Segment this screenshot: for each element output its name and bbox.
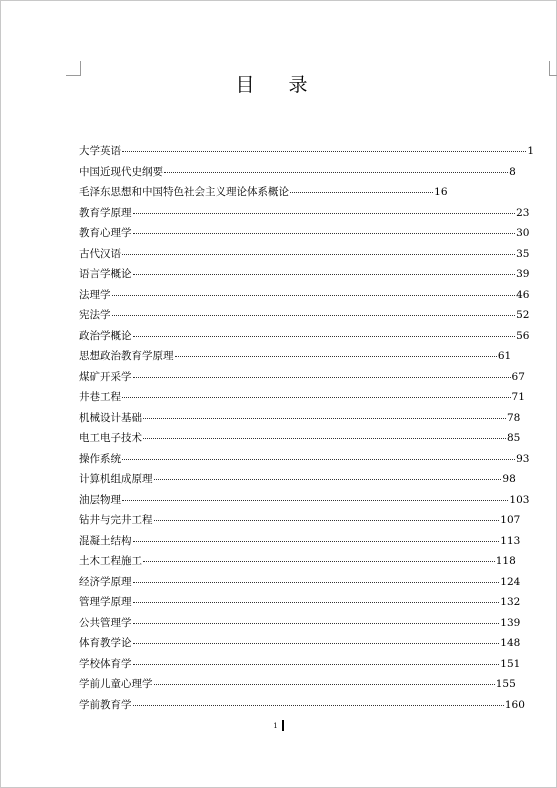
toc-entry-page: 71 [511, 391, 525, 403]
toc-entry-label: 思想政治教育学原理 [79, 350, 174, 362]
toc-entry[interactable] [79, 185, 448, 206]
toc-entry-label: 混凝土结构 [79, 534, 132, 547]
toc-leader-dots [133, 377, 511, 378]
toc-entry[interactable] [79, 575, 520, 596]
toc-leader-dots [112, 295, 516, 296]
toc-entry-page: 30 [516, 227, 530, 239]
toc-entry-label: 教育学原理 [79, 206, 132, 219]
toc-entry-label: 政治学概论 [79, 329, 132, 342]
toc-entry-page: 98 [502, 473, 516, 485]
toc-leader-dots [143, 561, 495, 562]
toc-entry[interactable] [79, 657, 520, 678]
toc-entry-page: 67 [511, 370, 525, 383]
toc-leader-dots [175, 356, 497, 357]
toc-entry-page: 113 [500, 534, 521, 547]
toc-entry-label: 法理学 [79, 288, 111, 301]
toc-entry-label: 煤矿开采学 [79, 370, 132, 383]
toc-entry[interactable] [79, 308, 529, 329]
toc-entry[interactable] [79, 534, 520, 555]
toc-entry[interactable] [79, 677, 516, 698]
toc-entry[interactable] [79, 165, 516, 186]
toc-entry-label: 操作系统 [79, 452, 121, 465]
toc-entry-page: 1 [527, 145, 534, 157]
toc-entry-label: 学校体育学 [79, 657, 132, 670]
toc-entry-label: 计算机组成原理 [79, 473, 153, 485]
toc-entry-page: 139 [500, 616, 521, 629]
toc-leader-dots [133, 541, 500, 542]
toc-entry[interactable] [79, 390, 525, 411]
toc-entry[interactable] [79, 411, 520, 432]
toc-entry-label: 毛泽东思想和中国特色社会主义理论体系概论 [79, 186, 289, 198]
toc-entry-page: 78 [506, 411, 521, 424]
toc-leader-dots [133, 213, 516, 214]
toc-entry-page: 61 [497, 350, 512, 362]
page-footer [0, 720, 557, 731]
toc-leader-dots [133, 274, 516, 275]
toc-entry-page: 52 [516, 309, 530, 321]
toc-leader-dots [133, 336, 516, 337]
table-of-contents [79, 144, 534, 718]
toc-leader-dots [154, 684, 495, 685]
toc-entry-page: 132 [500, 596, 521, 608]
toc-leader-dots [133, 233, 516, 234]
toc-entry-label: 学前教育学 [79, 698, 132, 711]
toc-entry-label: 电工电子技术 [79, 432, 142, 444]
toc-entry-label: 公共管理学 [79, 616, 132, 629]
toc-entry[interactable] [79, 554, 516, 575]
toc-entry[interactable] [79, 452, 529, 473]
toc-entry-label: 机械设计基础 [79, 411, 142, 424]
toc-entry-label: 管理学原理 [79, 596, 132, 608]
toc-entry-label: 钻井与完井工程 [79, 514, 153, 526]
toc-entry-page: 93 [516, 452, 530, 465]
toc-entry[interactable] [79, 636, 520, 657]
toc-entry-page: 39 [516, 268, 530, 280]
toc-entry-label: 井巷工程 [79, 391, 121, 403]
toc-leader-dots [133, 705, 504, 706]
toc-entry[interactable] [79, 267, 529, 288]
toc-entry-label: 语言学概论 [79, 268, 132, 280]
toc-entry-page: 151 [500, 657, 521, 670]
page-title: 目 录 [235, 74, 322, 96]
toc-entry[interactable] [79, 329, 529, 350]
toc-leader-dots [290, 192, 433, 193]
toc-entry-label: 体育教学论 [79, 637, 132, 649]
toc-entry[interactable] [79, 226, 529, 247]
toc-entry-page: 148 [500, 637, 521, 649]
toc-entry-label: 中国近现代史纲要 [79, 165, 163, 178]
toc-entry[interactable] [79, 698, 525, 719]
toc-entry[interactable] [79, 472, 516, 493]
toc-entry[interactable] [79, 349, 511, 370]
toc-leader-dots [122, 500, 508, 501]
toc-entry[interactable] [79, 595, 520, 616]
toc-entry-page: 118 [495, 555, 516, 567]
toc-leader-dots [133, 602, 500, 603]
toc-leader-dots [133, 623, 500, 624]
page-number: 1 [273, 721, 278, 730]
toc-leader-dots [122, 151, 526, 152]
toc-entry-page: 107 [500, 514, 521, 526]
toc-entry-page: 103 [509, 493, 530, 506]
toc-entry-label: 宪法学 [79, 309, 111, 321]
toc-leader-dots [133, 664, 500, 665]
toc-entry[interactable] [79, 206, 529, 227]
toc-entry-page: 56 [516, 329, 530, 342]
toc-entry-page: 85 [506, 432, 521, 444]
toc-entry-label: 经济学原理 [79, 575, 132, 588]
toc-leader-dots [154, 520, 500, 521]
toc-entry-page: 35 [516, 247, 530, 260]
toc-leader-dots [122, 254, 515, 255]
toc-entry[interactable] [79, 370, 525, 391]
toc-entry-page: 155 [495, 678, 516, 690]
toc-entry-page: 16 [434, 186, 448, 198]
toc-entry-label: 油层物理 [79, 493, 121, 506]
toc-entry[interactable] [79, 144, 534, 165]
toc-entry[interactable] [79, 513, 520, 534]
toc-entry[interactable] [79, 616, 520, 637]
toc-leader-dots [154, 479, 502, 480]
toc-entry-page: 8 [509, 165, 516, 178]
toc-leader-dots [133, 643, 500, 644]
toc-entry[interactable] [79, 247, 529, 268]
toc-entry[interactable] [79, 288, 529, 309]
toc-entry-page: 23 [516, 206, 530, 219]
toc-entry[interactable] [79, 493, 529, 514]
toc-entry-page: 46 [516, 288, 530, 301]
toc-entry-label: 学前儿童心理学 [79, 678, 153, 690]
toc-entry-page: 160 [504, 698, 525, 711]
toc-leader-dots [133, 582, 500, 583]
toc-leader-dots [112, 315, 516, 316]
text-cursor [282, 720, 284, 731]
toc-leader-dots [143, 418, 506, 419]
toc-entry-page: 124 [500, 575, 521, 588]
toc-entry-label: 教育心理学 [79, 227, 132, 239]
toc-entry-label: 土木工程施工 [79, 555, 142, 567]
toc-leader-dots [122, 397, 511, 398]
toc-leader-dots [143, 438, 506, 439]
toc-entry[interactable] [79, 431, 520, 452]
toc-entry-label: 古代汉语 [79, 247, 121, 260]
toc-leader-dots [122, 459, 515, 460]
toc-entry-label: 大学英语 [79, 145, 121, 157]
toc-leader-dots [164, 172, 508, 173]
